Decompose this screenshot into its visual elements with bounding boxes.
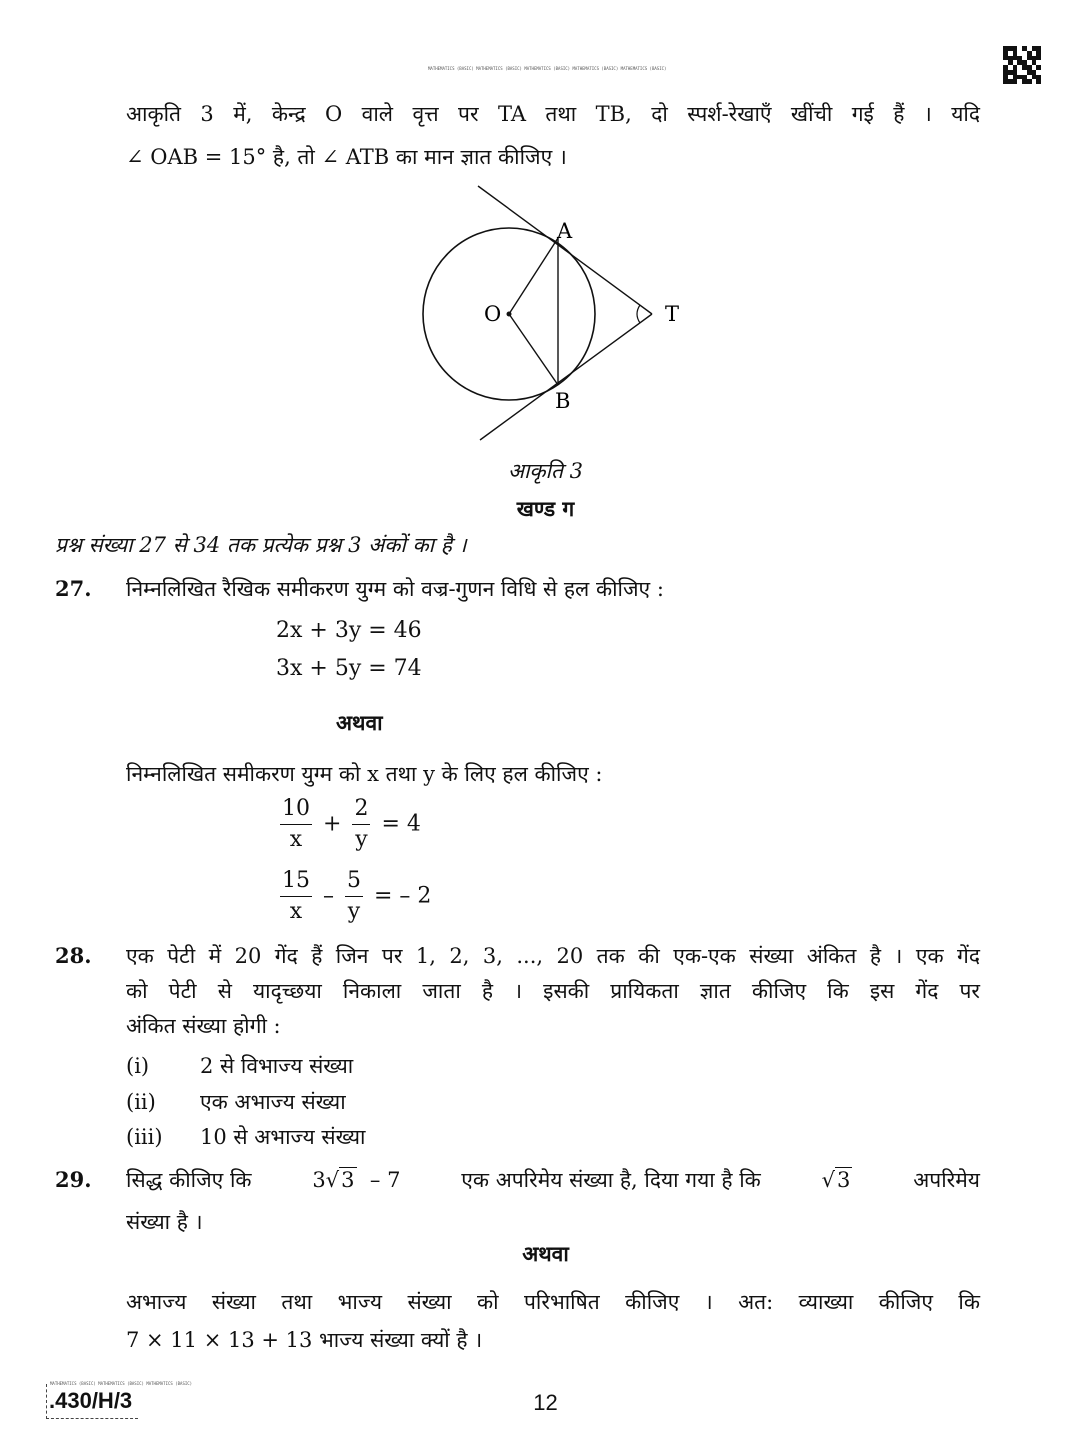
rhs: = – 2 [374,883,432,909]
tangent-line-ta [478,186,652,314]
operator: – [323,883,334,909]
fraction [280,794,312,855]
q28-number: 28. [55,943,92,968]
q29-line2: संख्या है । [126,1210,203,1234]
q27-or: अथवा [336,710,383,735]
rhs: = 4 [381,811,421,837]
q27-alt-equation-2 [276,866,431,927]
q29-alt-line2: 7 × 11 × 13 + 13 भाज्य संख्या क्यों है । [126,1328,483,1352]
section-title: खण्ड ग [516,496,575,521]
figure-caption: आकृति 3 [507,459,584,483]
header-microtext: MATHEMATICS (BASIC) MATHEMATICS (BASIC) MATHEMATICS (BASIC) MATHEMATICS (BASIC) MATHEMATICS (BASIC) [428,66,667,71]
q29-post: अपरिमेय [913,1168,980,1192]
q29-number: 29. [55,1167,92,1192]
q28-line3: अंकित संख्या होगी : [126,1014,281,1038]
q28-item-text: एक अभाज्य संख्या [200,1090,346,1114]
q28-line1: एक पेटी में 20 गेंद हैं जिन पर 1, 2, 3, ..., 20 तक की एक-एक संख्या अंकित है । एक गेंद [126,944,980,968]
radius-oa [509,238,558,314]
paper-code: .430/H/3 [46,1384,138,1419]
page-number: 12 [533,1390,558,1415]
q27-alt-equation-1 [276,794,421,855]
center-point [507,312,512,317]
q26-line1: आकृति 3 में, केन्द्र O वाले वृत्त पर TA तथा TB, दो स्पर्श-रेखाएँ खींची गई हैं । यदि [126,102,980,126]
q29-mid: एक अपरिमेय संख्या है, दिया गया है कि [461,1168,761,1192]
numerator: 15 [280,866,312,897]
radicand: 3 [837,1168,851,1192]
q27-number: 27. [55,576,92,601]
numerator: 5 [345,866,363,897]
q29-pre: सिद्ध कीजिए कि [126,1168,252,1192]
label-o: O [484,302,502,326]
label-a: A [557,219,573,243]
q28-line2: को पेटी से यादृच्छया निकाला जाता है । इसकी प्रायिकता ज्ञात कीजिए कि इस गेंद पर [126,979,980,1003]
q27-equation-1: 2x + 3y = 46 [276,618,422,643]
q27-text: निम्नलिखित रैखिक समीकरण युग्म को वज्र-गुणन विधि से हल कीजिए : [126,577,664,601]
q28-item-label: (ii) [126,1090,156,1114]
operator: + [323,811,342,837]
q29-alt-line1: अभाज्य संख्या तथा भाज्य संख्या को परिभाषित कीजिए । अत: व्याख्या कीजिए कि [126,1290,980,1314]
qr-code-icon [1003,46,1041,84]
radius-ob [509,314,558,385]
q29-line1 [126,1163,980,1197]
sqrt-symbol: √3 [325,1168,355,1192]
fraction [352,794,370,855]
denominator: y [347,899,361,924]
fraction [345,866,363,927]
q29-or: अथवा [522,1241,569,1266]
denominator: y [355,827,368,852]
coefficient: 3 [312,1168,326,1192]
footer-microtext: MATHEMATICS (BASIC) MATHEMATICS (BASIC) MATHEMATICS (BASIC) [50,1381,193,1386]
expression-rest: – 7 [369,1168,401,1192]
q28-item-text: 10 से अभाज्य संख्या [200,1125,366,1149]
numerator: 2 [352,794,370,825]
numerator: 10 [280,794,312,825]
tangent-line-tb [480,314,652,440]
q28-item-text: 2 से विभाज्य संख्या [200,1054,354,1078]
label-t: T [665,302,680,326]
tangent-circle-figure [400,180,720,470]
q27-equation-2: 3x + 5y = 74 [276,656,422,681]
fraction [280,866,312,927]
denominator: x [289,899,303,924]
denominator: x [289,827,303,852]
q27-alt-text: निम्नलिखित समीकरण युग्म को x तथा y के लिए हल कीजिए : [126,762,603,786]
sqrt-symbol: √3 [821,1168,851,1192]
section-note: प्रश्न संख्या 27 से 34 तक प्रत्येक प्रश्न 3 अंकों का है । [55,533,467,557]
angle-arc-t [637,305,640,323]
q28-item-label: (iii) [126,1125,163,1149]
q28-item-label: (i) [126,1054,150,1078]
q29-expression [312,1163,400,1197]
radicand: 3 [341,1168,355,1192]
label-b: B [555,389,571,413]
q26-line2: ∠ OAB = 15° है, तो ∠ ATB का मान ज्ञात कीजिए । [126,145,567,169]
